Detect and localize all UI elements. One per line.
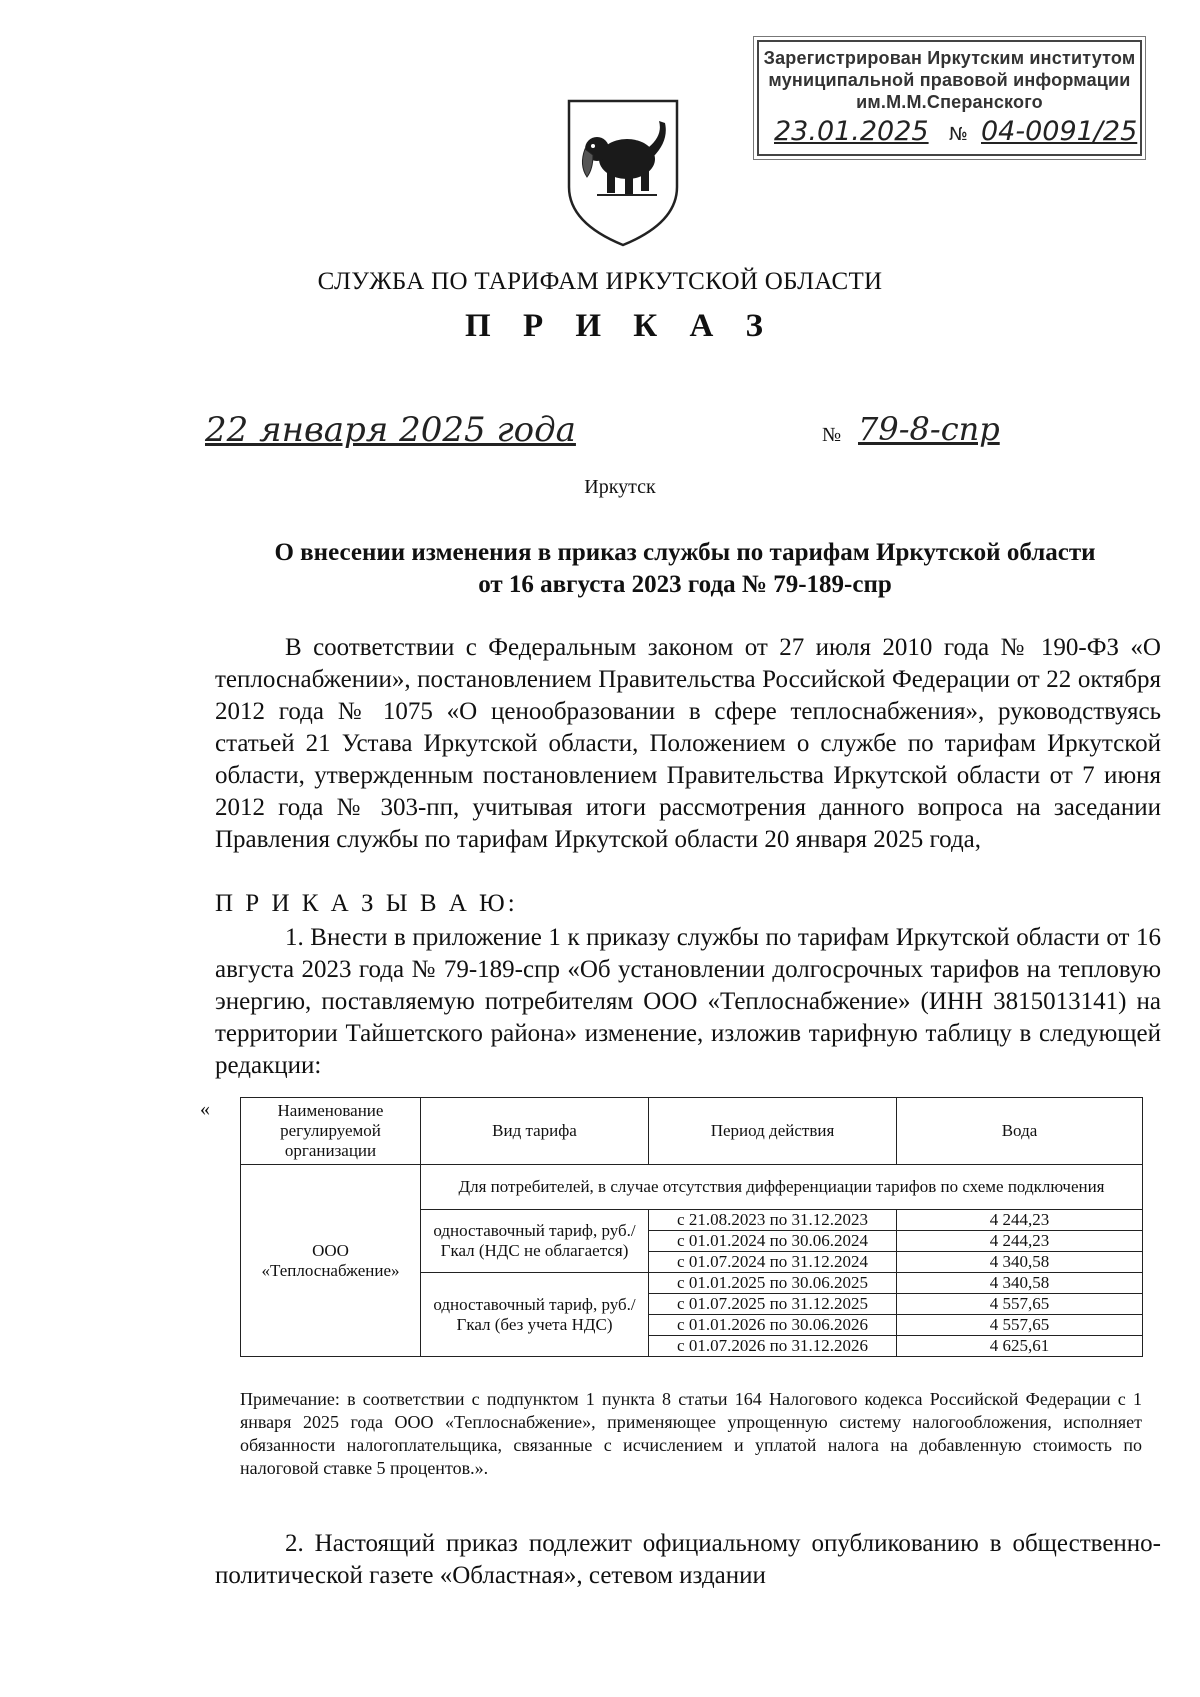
- clause-1-paragraph: [215, 922, 1161, 1082]
- stamp-number: 04-0091/25: [981, 116, 1138, 147]
- period-cell: с 01.07.2025 по 31.12.2025: [649, 1294, 897, 1315]
- header-period: Период действия: [649, 1098, 897, 1165]
- group-caption-cell: Для потребителей, в случае отсутствия дифференциации тарифов по схеме подключения: [421, 1165, 1143, 1210]
- city: Иркутск: [584, 476, 656, 498]
- period-cell: с 01.07.2026 по 31.12.2026: [649, 1336, 897, 1357]
- stamp-line-3: им.М.М.Сперанского: [856, 92, 1043, 112]
- stamp-date: 23.01.2025: [774, 116, 929, 147]
- clause-1-text: 1. Внести в приложение 1 к приказу службы по тарифам Иркутской области от 16 августа 2023 года № 79-189-спр «Об установлении долгосрочных тарифов на тепловую энергию, поставляемую потребителям ООО «Теплоснабжение» (ИНН 3815013141) на территории Тайшетского района» изменение, изложив тарифную таблицу в следующей редакции:: [215, 924, 1161, 1079]
- period-cell: с 01.07.2024 по 31.12.2024: [649, 1252, 897, 1273]
- table-note: Примечание: в соответствии с подпунктом 1 пункта 8 статьи 164 Налогового кодекса Российской Федерации с 1 января 2025 года ООО «Теплоснабжение», применяющее упрощенную систему налогообложения, исполняет обязанности налогоплательщика, связанные с исчислением и уплатой налога на добавленную стоимость по налоговой ставке 5 процентов.».: [240, 1389, 1142, 1478]
- clause-2-text: 2. Настоящий приказ подлежит официальному опубликованию в общественно-политической газете «Областная», сетевом издании: [215, 1530, 1161, 1589]
- organization-cell: ООО «Теплоснабжение»: [241, 1165, 421, 1357]
- signing-date: 22 января 2025 года: [205, 410, 576, 450]
- header-organization: Наименование регулируемой организации: [241, 1098, 421, 1165]
- period-cell: с 21.08.2023 по 31.12.2023: [649, 1210, 897, 1231]
- order-word: П Р И К А З Ы В А Ю:: [215, 890, 518, 917]
- period-cell: с 01.01.2025 по 30.06.2025: [649, 1273, 897, 1294]
- tariff-table: [240, 1097, 1143, 1357]
- agency-name: СЛУЖБА ПО ТАРИФАМ ИРКУТСКОЙ ОБЛАСТИ: [317, 268, 883, 295]
- value-cell: 4 557,65: [897, 1315, 1143, 1336]
- heading-line-2: от 16 августа 2023 года № 79-189-спр: [478, 571, 892, 598]
- header-water: Вода: [897, 1098, 1143, 1165]
- document-heading: [205, 537, 1165, 601]
- preamble-paragraph: [215, 632, 1161, 856]
- clause-2-paragraph: [215, 1528, 1161, 1592]
- registration-stamp: [757, 40, 1142, 156]
- value-cell: 4 244,23: [897, 1231, 1143, 1252]
- table-header-row: [241, 1098, 1143, 1165]
- order-number-label: №: [822, 424, 842, 446]
- preamble-text: В соответствии с Федеральным законом от 27 июля 2010 года № 190-ФЗ «О теплоснабжении», постановлением Правительства Российской Федерации от 22 октября 2012 года № 1075 «О ценообразовании в сфере теплоснабжения», руководствуясь статьей 21 Устава Иркутской области, Положением о службе по тарифам Иркутской области, утвержденным постановлением Правительства Иркутской области от 7 июня 2012 года № 303-пп, учитывая итоги рассмотрения данного вопроса на заседании Правления службы по тарифам Иркутской области 20 января 2025 года,: [215, 634, 1161, 853]
- heading-line-1: О внесении изменения в приказ службы по тарифам Иркутской области: [274, 539, 1096, 566]
- tariff-type-cell-1: одноставочный тариф, руб./Гкал (НДС не облагается): [421, 1210, 649, 1273]
- value-cell: 4 625,61: [897, 1336, 1143, 1357]
- stamp-number-label: №: [949, 124, 968, 145]
- stamp-line-1: Зарегистрирован Иркутским институтом: [763, 48, 1136, 68]
- opening-quote-mark: «: [200, 1098, 210, 1120]
- value-cell: 4 557,65: [897, 1294, 1143, 1315]
- table-row: [241, 1165, 1143, 1210]
- value-cell: 4 340,58: [897, 1273, 1143, 1294]
- header-tariff-type: Вид тарифа: [421, 1098, 649, 1165]
- order-number: 79-8-спр: [858, 410, 1000, 448]
- irkutsk-coat-of-arms-icon: [563, 95, 683, 250]
- period-cell: с 01.01.2026 по 30.06.2026: [649, 1315, 897, 1336]
- value-cell: 4 244,23: [897, 1210, 1143, 1231]
- document-type-title: П Р И К А З: [465, 308, 775, 344]
- stamp-line-2: муниципальной правовой информации: [768, 70, 1131, 90]
- period-cell: с 01.01.2024 по 30.06.2024: [649, 1231, 897, 1252]
- value-cell: 4 340,58: [897, 1252, 1143, 1273]
- tariff-type-cell-2: одноставочный тариф, руб./Гкал (без учета НДС): [421, 1273, 649, 1357]
